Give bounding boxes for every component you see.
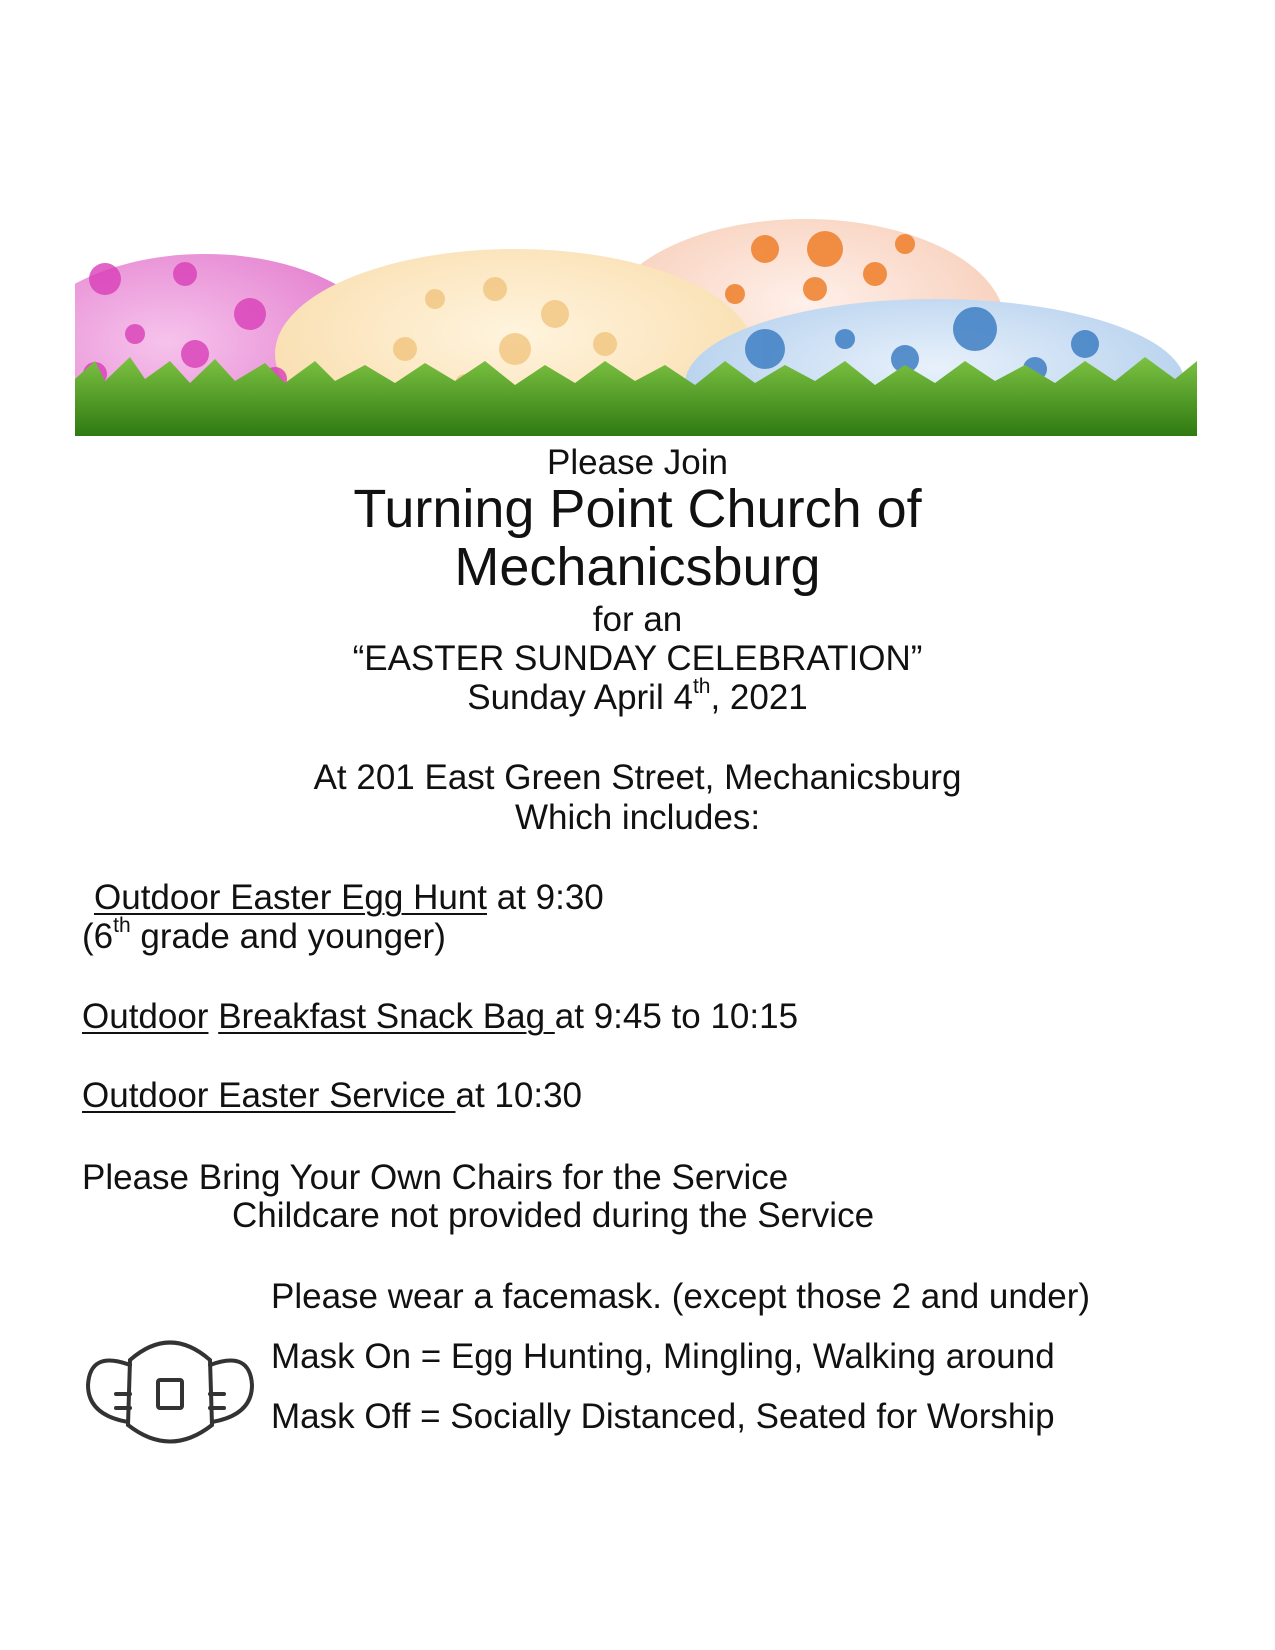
activity-service: Outdoor Easter Service at 10:30 bbox=[82, 1076, 582, 1115]
intro-text: Please Join bbox=[547, 443, 728, 482]
activity-breakfast: Outdoor Breakfast Snack Bag at 9:45 to 10:15 bbox=[82, 997, 799, 1036]
activity-egg-hunt-note: (6th grade and younger) bbox=[82, 914, 446, 956]
includes-text: Which includes: bbox=[514, 798, 761, 837]
mask-rule-3: Mask Off = Socially Distanced, Seated for Worship bbox=[271, 1397, 1055, 1436]
church-name-line-1: Turning Point Church of bbox=[353, 479, 922, 539]
mask-rule-2: Mask On = Egg Hunting, Mingling, Walking around bbox=[271, 1337, 1055, 1376]
event-date: Sunday April 4th, 2021 bbox=[467, 675, 808, 717]
activity-egg-hunt: Outdoor Easter Egg Hunt at 9:30 bbox=[94, 878, 604, 917]
address: At 201 East Green Street, Mechanicsburg bbox=[313, 758, 962, 797]
event-name: “EASTER SUNDAY CELEBRATION” bbox=[352, 639, 923, 678]
childcare-note: Childcare not provided during the Service bbox=[232, 1196, 875, 1235]
for-an-text: for an bbox=[592, 600, 683, 639]
church-name-line-2: Mechanicsburg bbox=[454, 537, 821, 597]
easter-eggs-banner-image bbox=[75, 99, 1197, 436]
facemask-icon bbox=[80, 1330, 260, 1450]
mask-rule-1: Please wear a facemask. (except those 2 and under) bbox=[271, 1277, 1091, 1316]
chairs-note: Please Bring Your Own Chairs for the Service bbox=[82, 1158, 789, 1197]
